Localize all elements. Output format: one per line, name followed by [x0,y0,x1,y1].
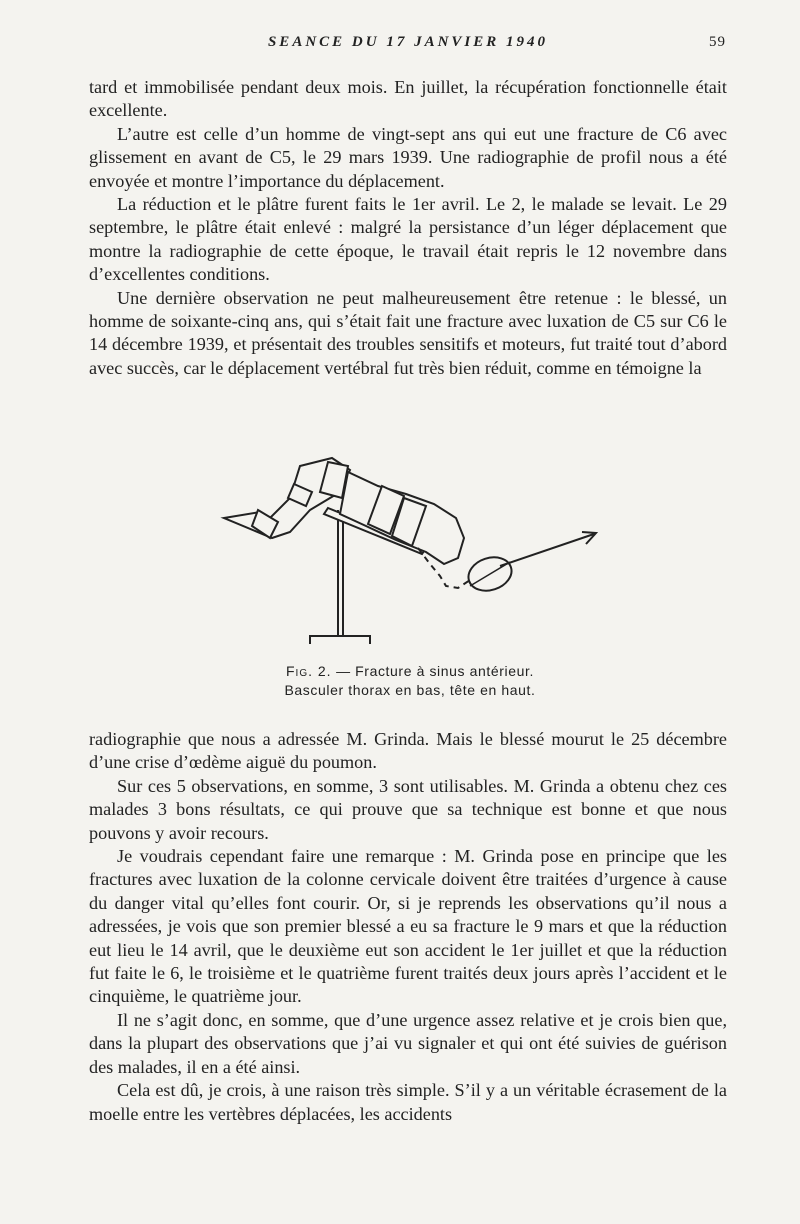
running-head-title: SEANCE DU 17 JANVIER 1940 [267,34,549,50]
caption-text: — Fracture à sinus antérieur. [336,663,534,679]
paragraph: Il ne s’agit donc, en somme, que d’une urgence assez relative et je crois bien que, dans la plupart des observations que j’ai vu signaler et qui ont été suivies de guérison des malades, il en a été ainsi. [89,1009,727,1077]
paragraph: L’autre est celle d’un homme de vingt-sept ans qui eut une fracture de C6 avec glissement en avant de C5, le 29 mars 1939. Une radiographie de profil nous a été envoyée et montre l’importance du déplacement. [89,123,727,191]
paragraph: La réduction et le plâtre furent faits le 1er avril. Le 2, le malade se levait. Le 29 septembre, le plâtre était enlevé : malgré la persistance d’un léger déplacement que montre la radiographie de cette époque, le travail était repris le 12 novembre dans d’excellentes conditions. [89,194,727,285]
running-head [90,34,726,56]
body-text-bottom [89,728,727,1126]
caption-line-2: Basculer thorax en bas, tête en haut. [284,682,536,698]
body-text-top [89,76,727,380]
stand-base [310,636,370,644]
caption-line-1 [150,662,670,681]
figure-caption [150,662,670,700]
paragraph: Je voudrais cependant faire une remarque : M. Grinda pose en principe que les fractures avec luxation de la colonne cervicale doivent être traitées d’urgence à cause du danger vital qu’elles font courir. Or, si je reprends les observations qu’il nous a adressées, je vois que son premier blessé a eu sa fracture le 9 mars et que la réduction eut lieu le 14 avril, que le deuxième eut son accident le 1er juillet et que la réduction fut faite le 6, le troisième et le quatrième furent traités deux jours après l’accident et le cinquième, le quatrième jour. [89,846,727,1007]
direction-arrow [500,534,594,566]
page-number: 59 [709,34,726,50]
paragraph: tard et immobilisée pendant deux mois. En juillet, la récupération fonctionnelle était excellente. [89,77,727,121]
paragraph: radiographie que nous a adressée M. Grinda. Mais le blessé mourut le 25 décembre d’une crise d’œdème aiguë du poumon. [89,729,727,773]
paragraph: Sur ces 5 observations, en somme, 3 sont utilisables. M. Grinda a obtenu chez ces malades 3 bons résultats, ce qui prouve que sa technique est bonne et que nous pouvons y avoir recours. [89,775,727,843]
figure-2-illustration [200,448,620,658]
paragraph: Une dernière observation ne peut malheureusement être retenue : le blessé, un homme de soixante-cinq ans, qui s’était fait une fracture avec luxation de C5 sur C6 le 14 décembre 1939, et présentait des troubles sensitifs et moteurs, fut traité tout d’abord avec succès, car le déplacement vertébral fut très bien réduit, comme en témoigne la [89,287,727,378]
paragraph: Cela est dû, je crois, à une raison très simple. S’il y a un véritable écrasement de la moelle entre les vertèbres déplacées, les accidents [89,1080,727,1124]
figure-label: Fig. 2. [285,663,332,679]
